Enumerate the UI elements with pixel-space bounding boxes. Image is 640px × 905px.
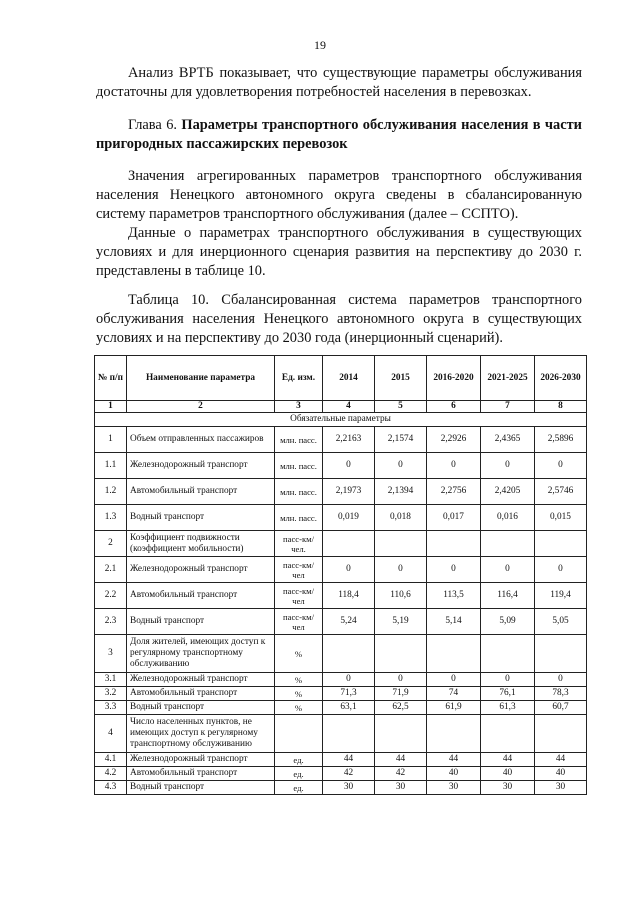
table-row [95,687,587,701]
value-2015: 2,1574 [375,427,427,453]
value-2016-2020: 5,14 [427,609,481,635]
unit-cell: ед. [275,753,323,767]
value-2021-2025: 0 [481,453,535,479]
value-2026-2030: 30 [535,781,587,795]
value-2014 [323,531,375,557]
row-number: 4.3 [95,781,127,795]
unit-cell: млн. пасс. [275,505,323,531]
value-2016-2020: 30 [427,781,481,795]
value-2014: 44 [323,753,375,767]
col-number: 1 [95,401,127,413]
header-2026-2030: 2026-2030 [535,356,587,401]
value-2016-2020 [427,635,481,673]
intro-paragraph: Анализ ВРТБ показывает, что существующие параметры обслуживания достаточны для удовлетворения потребностей населения в перевозках. [96,65,582,100]
row-number: 2.3 [95,609,127,635]
value-2015 [375,715,427,753]
unit-cell: пасс-км/чел [275,583,323,609]
row-number: 4.2 [95,767,127,781]
table-row [95,479,587,505]
row-number: 3 [95,635,127,673]
value-2026-2030: 0 [535,453,587,479]
value-2014: 30 [323,781,375,795]
value-2021-2025: 116,4 [481,583,535,609]
col-number: 8 [535,401,587,413]
table-row [95,531,587,557]
value-2026-2030: 0,015 [535,505,587,531]
value-2014: 0,019 [323,505,375,531]
value-2021-2025: 61,3 [481,701,535,715]
value-2026-2030: 0 [535,557,587,583]
value-2016-2020: 0,017 [427,505,481,531]
unit-cell: % [275,673,323,687]
value-2026-2030 [535,531,587,557]
value-2021-2025 [481,531,535,557]
value-2016-2020: 0 [427,557,481,583]
paragraph-ssptO: Значения агрегированных параметров транспортного обслуживания населения Ненецкого автономного округа сведены в сбалансированную систему параметров транспортного обслуживания (далее – ССПТО). [96,168,582,222]
chapter-title: Параметры транспортного обслуживания населения в части пригородных пассажирских перевозок [96,117,582,152]
value-2021-2025: 0 [481,557,535,583]
page-number: 19 [314,38,326,52]
parameter-name: Водный транспорт [127,609,275,635]
unit-cell: пасс-км/чел. [275,531,323,557]
value-2016-2020 [427,715,481,753]
value-2026-2030: 2,5896 [535,427,587,453]
value-2015: 2,1394 [375,479,427,505]
header-2014: 2014 [323,356,375,401]
row-number: 2 [95,531,127,557]
section-title: Обязательные параметры [95,413,587,427]
value-2016-2020: 113,5 [427,583,481,609]
value-2015: 42 [375,767,427,781]
paragraph-table-reference: Данные о параметрах транспортного обслуживания в существующих условиях и для инерционного сценария развития на перспективу до 2030 г. представлены в таблице 10. [96,225,582,279]
value-2021-2025: 5,09 [481,609,535,635]
value-2015 [375,635,427,673]
table-caption: Таблица 10. Сбалансированная система параметров транспортного обслуживания населения Ненецкого автономного округа в существующих условиях и на перспективу до 2030 года (инерционный сценарий). [96,292,582,346]
header-unit: Ед. изм. [275,356,323,401]
column-number-row [95,401,587,413]
row-number: 2.2 [95,583,127,609]
value-2014 [323,715,375,753]
value-2026-2030 [535,635,587,673]
col-number: 2 [127,401,275,413]
value-2026-2030: 5,05 [535,609,587,635]
parameter-name: Водный транспорт [127,505,275,531]
table-row [95,453,587,479]
parameter-name: Железнодорожный транспорт [127,673,275,687]
parameter-name: Объем отправленных пассажиров [127,427,275,453]
value-2014: 2,2163 [323,427,375,453]
value-2026-2030 [535,715,587,753]
value-2015: 110,6 [375,583,427,609]
table-row [95,505,587,531]
row-number: 1 [95,427,127,453]
value-2014: 71,3 [323,687,375,701]
value-2026-2030: 60,7 [535,701,587,715]
value-2015: 30 [375,781,427,795]
chapter-heading [96,116,582,154]
value-2014: 0 [323,453,375,479]
value-2014: 0 [323,557,375,583]
value-2015: 5,19 [375,609,427,635]
col-number: 3 [275,401,323,413]
row-number: 3.3 [95,701,127,715]
header-num: № п/п [95,356,127,401]
table-row [95,767,587,781]
parameter-name: Железнодорожный транспорт [127,453,275,479]
table-row [95,583,587,609]
value-2014: 2,1973 [323,479,375,505]
value-2021-2025: 2,4365 [481,427,535,453]
value-2015: 62,5 [375,701,427,715]
value-2026-2030: 0 [535,673,587,687]
table-row [95,635,587,673]
value-2014: 42 [323,767,375,781]
unit-cell: % [275,701,323,715]
unit-cell: млн. пасс. [275,479,323,505]
unit-cell [275,715,323,753]
value-2014: 118,4 [323,583,375,609]
table-row [95,609,587,635]
row-number: 3.1 [95,673,127,687]
value-2014: 5,24 [323,609,375,635]
value-2014: 0 [323,673,375,687]
value-2016-2020: 0 [427,673,481,687]
value-2015: 0,018 [375,505,427,531]
table-row [95,701,587,715]
header-2016-2020: 2016-2020 [427,356,481,401]
unit-cell: ед. [275,781,323,795]
col-number: 5 [375,401,427,413]
value-2026-2030: 78,3 [535,687,587,701]
parameter-name: Железнодорожный транспорт [127,557,275,583]
unit-cell: ед. [275,767,323,781]
value-2021-2025: 0,016 [481,505,535,531]
value-2021-2025: 30 [481,781,535,795]
unit-cell: % [275,635,323,673]
chapter-prefix: Глава 6. [128,117,177,133]
value-2015: 0 [375,673,427,687]
unit-cell: пасс-км/чел [275,609,323,635]
col-number: 4 [323,401,375,413]
value-2015: 44 [375,753,427,767]
table-row [95,427,587,453]
row-number: 2.1 [95,557,127,583]
parameter-name: Автомобильный транспорт [127,767,275,781]
parameter-name: Доля жителей, имеющих доступ к регулярному транспортному обслуживанию [127,635,275,673]
row-number: 4 [95,715,127,753]
row-number: 1.1 [95,453,127,479]
row-number: 3.2 [95,687,127,701]
parameter-name: Железнодорожный транспорт [127,753,275,767]
header-2015: 2015 [375,356,427,401]
value-2015: 0 [375,557,427,583]
row-number: 4.1 [95,753,127,767]
parameter-name: Автомобильный транспорт [127,479,275,505]
value-2016-2020: 2,2756 [427,479,481,505]
value-2016-2020: 40 [427,767,481,781]
table-row [95,673,587,687]
value-2016-2020: 74 [427,687,481,701]
parameter-name: Коэффициент подвижности (коэффициент мобильности) [127,531,275,557]
value-2016-2020: 61,9 [427,701,481,715]
section-row [95,413,587,427]
parameters-table [94,355,587,795]
parameter-name: Водный транспорт [127,781,275,795]
value-2014: 63,1 [323,701,375,715]
value-2015 [375,531,427,557]
value-2021-2025 [481,715,535,753]
value-2015: 71,9 [375,687,427,701]
table-row [95,715,587,753]
value-2021-2025: 76,1 [481,687,535,701]
value-2016-2020: 0 [427,453,481,479]
table-row [95,753,587,767]
col-number: 7 [481,401,535,413]
unit-cell: млн. пасс. [275,427,323,453]
unit-cell: % [275,687,323,701]
header-name: Наименование параметра [127,356,275,401]
value-2016-2020 [427,531,481,557]
value-2016-2020: 2,2926 [427,427,481,453]
value-2015: 0 [375,453,427,479]
row-number: 1.3 [95,505,127,531]
value-2026-2030: 44 [535,753,587,767]
value-2021-2025: 2,4205 [481,479,535,505]
table-row [95,781,587,795]
value-2021-2025: 0 [481,673,535,687]
table-row [95,557,587,583]
value-2026-2030: 2,5746 [535,479,587,505]
value-2026-2030: 119,4 [535,583,587,609]
table-header-row [95,356,587,401]
value-2021-2025: 44 [481,753,535,767]
unit-cell: пасс-км/чел [275,557,323,583]
value-2014 [323,635,375,673]
parameter-name: Автомобильный транспорт [127,687,275,701]
value-2026-2030: 40 [535,767,587,781]
value-2016-2020: 44 [427,753,481,767]
parameter-name: Автомобильный транспорт [127,583,275,609]
col-number: 6 [427,401,481,413]
value-2021-2025: 40 [481,767,535,781]
parameter-name: Водный транспорт [127,701,275,715]
header-2021-2025: 2021-2025 [481,356,535,401]
parameter-name: Число населенных пунктов, не имеющих доступ к регулярному транспортному обслуживанию [127,715,275,753]
unit-cell: млн. пасс. [275,453,323,479]
value-2021-2025 [481,635,535,673]
row-number: 1.2 [95,479,127,505]
